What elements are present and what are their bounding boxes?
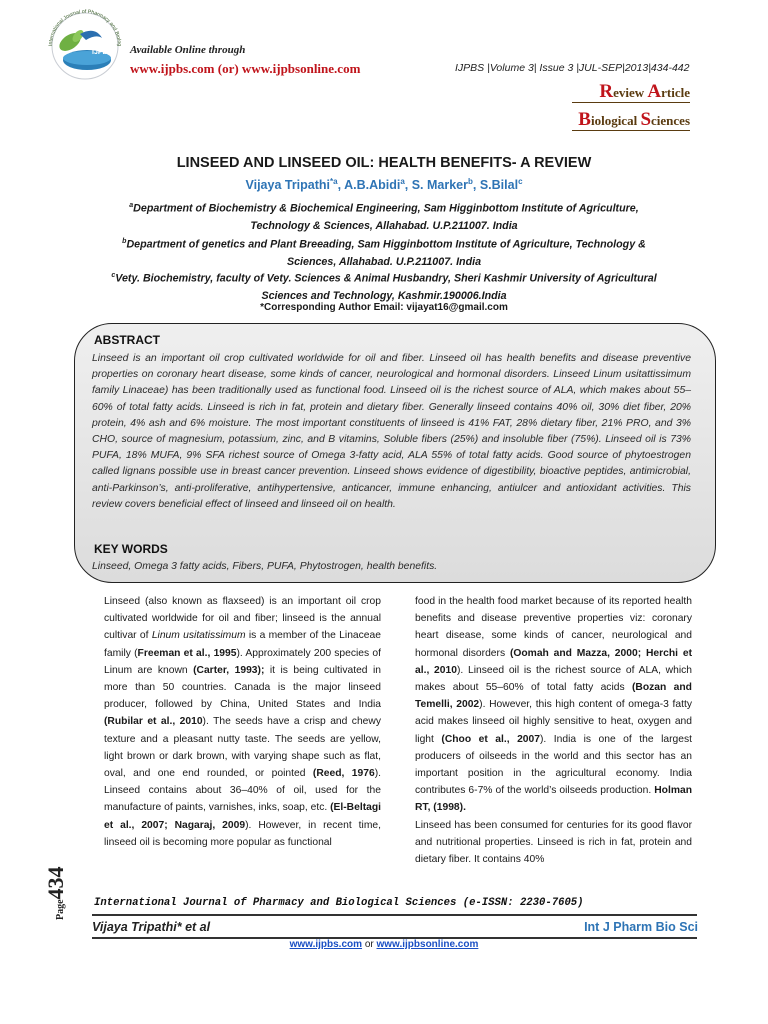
footer-link-ijpbsonline[interactable]: www.ijpbsonline.com (376, 939, 479, 950)
page-number-value: 434 (43, 866, 68, 900)
affiliation-b-text: Department of genetics and Plant Breeading, Sam Higginbottom Institute of Agriculture, Technology & Sciences, Allahabad. U.P.211007. India (126, 238, 646, 268)
tag2-rest2: ciences (651, 113, 690, 128)
author-separator: , (472, 178, 480, 193)
body-text-run: ). Approximately 200 species of Linum are known (104, 647, 381, 676)
affiliation-c (100, 267, 668, 305)
affiliation-b (100, 233, 668, 271)
body-text-run: ). Linseed oil is the richest source of ALA, which makes about 55–60% of total fatty acids (415, 664, 693, 694)
author-separator: , (404, 178, 412, 193)
citation-reference: (Bozan and Temelli, 2002 (415, 682, 692, 711)
body-column-right (415, 593, 692, 868)
body-text-run: ). Linseed contains about 36–40% of oil, used for the manufacture of paints, varnishes, inks, soap, etc. (104, 768, 381, 814)
footer-divider-top (92, 914, 697, 916)
page-label: Page (55, 899, 66, 920)
body-text-run: Linseed has been consumed for centuries for its good flavor and nutritional properties. Linseed is rich in fat, protein and dietary fiber. It contains 40% (415, 819, 692, 866)
body-text-run: it is being cultivated in more than 50 countries. Canada is the major linseed producer, followed by China, United States and India (104, 664, 382, 711)
abstract-heading: ABSTRACT (94, 333, 160, 347)
abstract-text: Linseed is an important oil crop cultivated worldwide for oil and fiber. Linseed oil has health benefits and disease preventive properties on coronary heart disease, some kinds of cancer, neurological and hormonal disorders. Linseed Linum usitattissimum family Linaceae) has been traditionally used as functional food. Linseed oil is the richest source of ALA, which makes about 55–60% of total fatty acids. Linseed is rich in fat, protein and dietary fiber. Generally linseed contains 40% oil, 30% diet fiber, 20% protein, 4% ash and 6% moisture. The most important constituents of linseed is 41% FAT, 28% dietary fiber, 21% PRO, and 3% CHO, source of magnesium, potassium, zinc, and B vitamins, Soluble fibers (25%) and insoluble fiber (75%). Linseed oil is 73% PUFA, 18% MUFA, 9% SFA richest source of Omega 3-fatty acid, ALA 55% of total fatty acids. Good source of phytoestrogen called lignans possible use in breast cancer prevention. Linseed shows evidence of digestibility, bioactive peptides, antimicrobial, anti-Parkinson’s, anti-proliferative, antihypertensive, anticancer, immune enhancing, antiulcer and antioxidant activities. This review covers beneficial effect of linseed and linseed oil on health. (92, 353, 691, 510)
author-name: S.Bilal (479, 178, 519, 193)
author-name: Vijaya Tripathi (245, 178, 331, 193)
body-text-run: Linseed (also known as flaxseed) is an important oil crop cultivated worldwide for oil and fiber; linseed is the annual cultivar of (104, 596, 381, 642)
citation-reference: (El-Beltagi et al., 2007; Nagaraj, 2009 (104, 802, 381, 831)
citation-reference: (Oomah and Mazza, 2000; Herchi et al., 2010 (415, 647, 692, 676)
tag1-rest2: rticle (661, 85, 690, 100)
body-text-run: is a member of the Linaceae family ( (104, 630, 381, 659)
author-list (0, 177, 768, 192)
subject-label (578, 109, 690, 131)
logo-ring-text: International Journal of Pharmacy and Biolog (47, 8, 123, 47)
author-affiliation-mark: b (468, 177, 473, 186)
journal-logo (40, 4, 130, 88)
page-number-graphic (43, 830, 68, 920)
author-name: A.B.Abidi (344, 178, 401, 193)
footer-or: or (364, 939, 374, 950)
citation-reference: (Choo et al., 2007 (441, 733, 540, 745)
body-text-run: ). However, in recent time, linseed oil is becoming more popular as functional (104, 819, 381, 848)
body-text-run: ). India is one of the largest producers of oilseeds in the world and this sector has an important position in the agricultural economy. India contributes 6-7% of the world’s oilseeds production. (415, 733, 692, 797)
keywords-heading: KEY WORDS (94, 542, 168, 556)
species-name: Linum usitatissimum (151, 630, 246, 642)
affiliation-a (100, 197, 668, 235)
svg-text:International Journal of Pharm (40, 4, 122, 47)
author-affiliation-mark: c (518, 177, 523, 186)
tag1-rest1: eview (613, 85, 648, 100)
body-column-left (104, 593, 381, 851)
ijpbs-logo-graphic (40, 4, 130, 88)
affiliation-b-mark: b (122, 238, 127, 245)
keywords-text: Linseed, Omega 3 fatty acids, Fibers, PUFA, Phytostrogen, health benefits. (92, 561, 438, 572)
footer-links (0, 939, 768, 950)
svg-text:Page434 (43, 866, 68, 920)
tag1-cap2: A (647, 81, 662, 102)
logo-name: IJPBS (92, 49, 113, 56)
citation-reference: (Carter, 1993); (193, 664, 265, 676)
header-urls[interactable]: www.ijpbs.com (or) www.ijpbsonline.com (130, 61, 361, 76)
affiliation-a-mark: a (129, 202, 134, 209)
affiliation-c-text: Vety. Biochemistry, faculty of Vety. Sciences & Animal Husbandry, Sheri Kashmir University of Agricultural Sciences and Technology, Kashmir.190006.India (115, 272, 657, 302)
footer-link-ijpbs[interactable]: www.ijpbs.com (289, 939, 363, 950)
body-text-run: food in the health food market because of its reported health benefits and disease preventive properties viz: coronary heart disease, some kinds of cancer, neurological and hormonal disorders (415, 596, 692, 659)
author-separator: , (337, 178, 345, 193)
page-number (43, 830, 68, 920)
article-title: LINSEED AND LINSEED OIL: HEALTH BENEFITS- A REVIEW (176, 155, 592, 171)
author-affiliation-mark: *a (330, 177, 338, 186)
author-name: S. Marker (411, 178, 468, 193)
footer-journal-title: International Journal of Pharmacy and Biological Sciences (e-ISSN: 2230-7605) (94, 897, 584, 909)
tag2-cap1: B (578, 109, 591, 130)
footer-journal-abbrev: Int J Pharm Bio Sci (584, 920, 698, 934)
affiliation-a-text: Department of Biochemistry & Biochemical Engineering, Sam Higginbottom Institute of Agriculture, Technology & Sciences, Allahabad. U.P.211007. India (133, 202, 639, 232)
journal-citation: IJPBS |Volume 3| Issue 3 |JUL-SEP|2013|434-442 (455, 62, 690, 74)
citation-reference: Holman RT, (1998). (415, 785, 692, 814)
available-online-text: Available Online through (130, 44, 246, 56)
author-affiliation-mark: a (400, 177, 405, 186)
footer-author: Vijaya Tripathi* et al (92, 920, 211, 934)
citation-reference: (Rubilar et al., 2010 (104, 716, 203, 728)
citation-reference: (Reed, 1976 (312, 768, 375, 780)
citation-reference: Freeman et al., 1995 (137, 647, 237, 659)
article-type-label (599, 81, 690, 103)
affiliation-c-mark: c (111, 272, 116, 279)
body-text-run: ). The seeds have a crisp and chewy texture and a pleasant nutty taste. The seeds are yellow, light brown or dark brown, with varying shape such as flat, oval, and one end rounded, or pointed (104, 716, 381, 780)
tag2-cap2: S (640, 109, 652, 130)
tag1-underline (572, 102, 690, 103)
body-text-run: ). However, this high content of omega-3 fatty acid makes linseed oil highly sensitive to heat, oxygen and light (415, 699, 692, 745)
tag1-cap1: R (599, 81, 614, 102)
tag2-underline (572, 130, 690, 131)
corresponding-author: *Corresponding Author Email: vijayat16@gmail.com (260, 302, 508, 313)
tag2-rest1: iological (590, 113, 641, 128)
